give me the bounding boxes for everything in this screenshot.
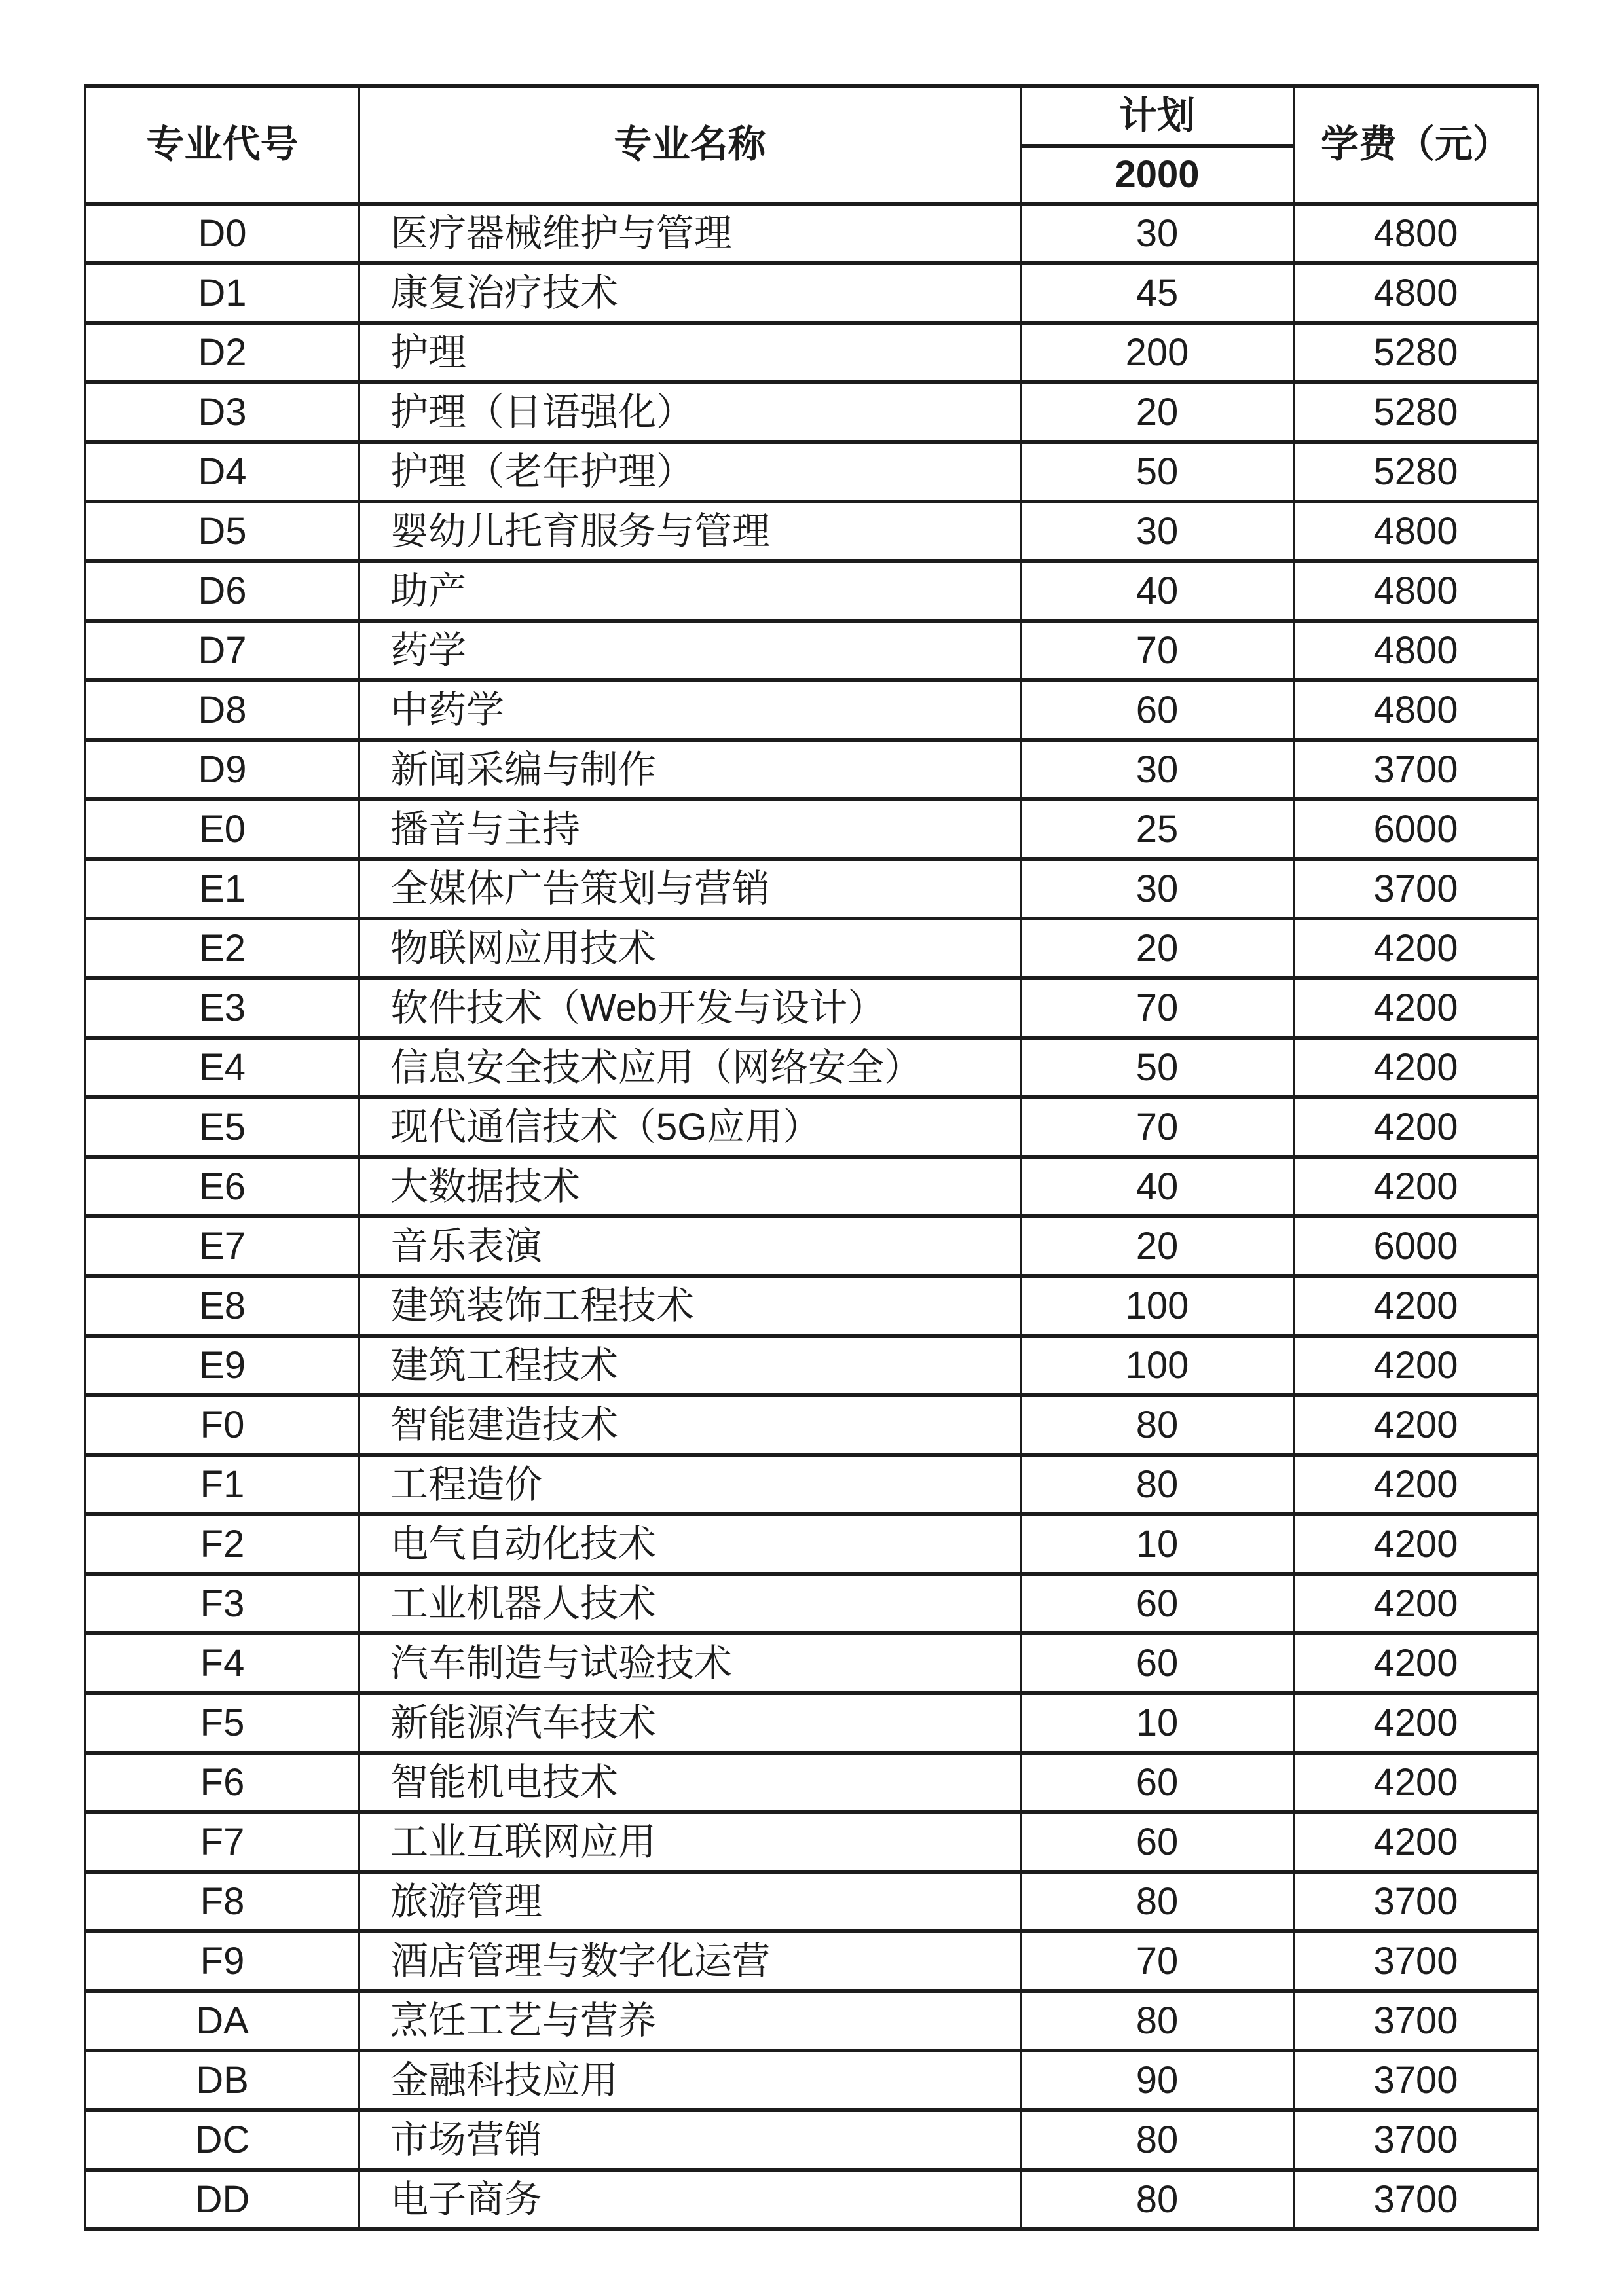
tuition-cell: 3700 (1294, 1931, 1538, 1991)
major-code-cell: DD (86, 2170, 360, 2229)
table-body (86, 204, 1538, 2229)
major-name-cell: 烹饪工艺与营养 (360, 1991, 1021, 2050)
major-name-cell: 婴幼儿托育服务与管理 (360, 501, 1021, 561)
plan-cell: 45 (1021, 263, 1294, 323)
major-name-cell: 软件技术（Web开发与设计） (360, 978, 1021, 1038)
table-row (86, 1574, 1538, 1633)
tuition-cell: 4200 (1294, 1038, 1538, 1097)
table-row (86, 1931, 1538, 1991)
table-row (86, 621, 1538, 680)
tuition-cell: 3700 (1294, 2170, 1538, 2229)
major-name-cell: 音乐表演 (360, 1216, 1021, 1276)
tuition-cell: 4800 (1294, 263, 1538, 323)
tuition-cell: 4800 (1294, 561, 1538, 621)
table-row (86, 1395, 1538, 1455)
major-code-cell: E1 (86, 859, 360, 919)
plan-cell: 70 (1021, 621, 1294, 680)
table-row (86, 1753, 1538, 1812)
major-name-cell: 康复治疗技术 (360, 263, 1021, 323)
table-row (86, 1991, 1538, 2050)
major-code-cell: D7 (86, 621, 360, 680)
major-name-cell: 大数据技术 (360, 1157, 1021, 1216)
major-name-cell: 市场营销 (360, 2110, 1021, 2170)
tuition-cell: 4800 (1294, 621, 1538, 680)
table-row (86, 442, 1538, 501)
table-row (86, 1157, 1538, 1216)
col-header-major-name: 专业名称 (360, 86, 1021, 204)
major-code-cell: E2 (86, 919, 360, 978)
plan-cell: 40 (1021, 1157, 1294, 1216)
plan-cell: 200 (1021, 323, 1294, 382)
plan-cell: 100 (1021, 1336, 1294, 1395)
major-name-cell: 新闻采编与制作 (360, 740, 1021, 799)
plan-cell: 80 (1021, 2170, 1294, 2229)
tuition-cell: 5280 (1294, 382, 1538, 442)
tuition-cell: 6000 (1294, 799, 1538, 859)
table-row (86, 1455, 1538, 1514)
table-row (86, 2170, 1538, 2229)
table-row (86, 263, 1538, 323)
major-code-cell: F7 (86, 1812, 360, 1872)
tuition-cell: 4200 (1294, 1455, 1538, 1514)
major-name-cell: 护理（日语强化） (360, 382, 1021, 442)
tuition-cell: 4200 (1294, 1812, 1538, 1872)
plan-cell: 60 (1021, 1812, 1294, 1872)
major-code-cell: D4 (86, 442, 360, 501)
table-row (86, 1216, 1538, 1276)
plan-cell: 10 (1021, 1693, 1294, 1753)
tuition-cell: 3700 (1294, 1991, 1538, 2050)
plan-cell: 20 (1021, 1216, 1294, 1276)
major-code-cell: F1 (86, 1455, 360, 1514)
plan-cell: 20 (1021, 382, 1294, 442)
plan-cell: 20 (1021, 919, 1294, 978)
major-name-cell: 播音与主持 (360, 799, 1021, 859)
major-code-cell: E8 (86, 1276, 360, 1336)
plan-cell: 80 (1021, 1872, 1294, 1931)
major-name-cell: 电子商务 (360, 2170, 1021, 2229)
major-code-cell: D2 (86, 323, 360, 382)
plan-cell: 30 (1021, 859, 1294, 919)
major-name-cell: 汽车制造与试验技术 (360, 1633, 1021, 1693)
table-row (86, 204, 1538, 263)
major-code-cell: DB (86, 2050, 360, 2110)
major-code-cell: E5 (86, 1097, 360, 1157)
major-code-cell: DA (86, 1991, 360, 2050)
admission-plan-table (84, 84, 1539, 2231)
plan-cell: 80 (1021, 1991, 1294, 2050)
table-row (86, 1336, 1538, 1395)
major-code-cell: D9 (86, 740, 360, 799)
tuition-cell: 4200 (1294, 1336, 1538, 1395)
major-code-cell: D3 (86, 382, 360, 442)
tuition-cell: 4200 (1294, 1514, 1538, 1574)
plan-cell: 70 (1021, 1931, 1294, 1991)
tuition-cell: 4200 (1294, 1276, 1538, 1336)
plan-cell: 90 (1021, 2050, 1294, 2110)
tuition-cell: 3700 (1294, 2110, 1538, 2170)
plan-cell: 70 (1021, 1097, 1294, 1157)
col-header-tuition: 学费（元） (1294, 86, 1538, 204)
plan-cell: 80 (1021, 1455, 1294, 1514)
table-row (86, 1812, 1538, 1872)
tuition-cell: 4200 (1294, 1157, 1538, 1216)
tuition-cell: 3700 (1294, 859, 1538, 919)
major-name-cell: 电气自动化技术 (360, 1514, 1021, 1574)
plan-cell: 50 (1021, 1038, 1294, 1097)
major-name-cell: 工程造价 (360, 1455, 1021, 1514)
major-name-cell: 药学 (360, 621, 1021, 680)
table-row (86, 1633, 1538, 1693)
table-row (86, 799, 1538, 859)
major-code-cell: DC (86, 2110, 360, 2170)
major-code-cell: E6 (86, 1157, 360, 1216)
tuition-cell: 4200 (1294, 1395, 1538, 1455)
major-name-cell: 酒店管理与数字化运营 (360, 1931, 1021, 1991)
table-row (86, 740, 1538, 799)
major-code-cell: E0 (86, 799, 360, 859)
plan-total-cell: 2000 (1021, 146, 1294, 204)
plan-cell: 60 (1021, 680, 1294, 740)
plan-cell: 60 (1021, 1633, 1294, 1693)
major-name-cell: 建筑装饰工程技术 (360, 1276, 1021, 1336)
col-header-plan: 计划 (1021, 86, 1294, 146)
major-code-cell: E9 (86, 1336, 360, 1395)
plan-cell: 80 (1021, 1395, 1294, 1455)
table-row (86, 501, 1538, 561)
tuition-cell: 4200 (1294, 978, 1538, 1038)
table-row (86, 2050, 1538, 2110)
plan-cell: 25 (1021, 799, 1294, 859)
tuition-cell: 5280 (1294, 442, 1538, 501)
major-code-cell: F5 (86, 1693, 360, 1753)
major-code-cell: F4 (86, 1633, 360, 1693)
col-header-major-code: 专业代号 (86, 86, 360, 204)
major-code-cell: E7 (86, 1216, 360, 1276)
table-row (86, 2110, 1538, 2170)
major-name-cell: 新能源汽车技术 (360, 1693, 1021, 1753)
major-name-cell: 工业机器人技术 (360, 1574, 1021, 1633)
table-row (86, 561, 1538, 621)
table-row (86, 1097, 1538, 1157)
major-name-cell: 助产 (360, 561, 1021, 621)
major-code-cell: D6 (86, 561, 360, 621)
major-code-cell: F8 (86, 1872, 360, 1931)
plan-cell: 10 (1021, 1514, 1294, 1574)
major-code-cell: F2 (86, 1514, 360, 1574)
tuition-cell: 3700 (1294, 740, 1538, 799)
table-row (86, 919, 1538, 978)
tuition-cell: 4200 (1294, 1633, 1538, 1693)
plan-cell: 30 (1021, 204, 1294, 263)
major-code-cell: F6 (86, 1753, 360, 1812)
major-name-cell: 护理 (360, 323, 1021, 382)
table-row (86, 1038, 1538, 1097)
plan-cell: 30 (1021, 501, 1294, 561)
major-name-cell: 全媒体广告策划与营销 (360, 859, 1021, 919)
tuition-cell: 4800 (1294, 501, 1538, 561)
plan-cell: 40 (1021, 561, 1294, 621)
major-name-cell: 旅游管理 (360, 1872, 1021, 1931)
table-row (86, 1514, 1538, 1574)
tuition-cell: 4800 (1294, 204, 1538, 263)
tuition-cell: 4800 (1294, 680, 1538, 740)
table-row (86, 978, 1538, 1038)
tuition-cell: 4200 (1294, 919, 1538, 978)
major-code-cell: E3 (86, 978, 360, 1038)
major-code-cell: F0 (86, 1395, 360, 1455)
table-header (86, 86, 1538, 204)
tuition-cell: 4200 (1294, 1574, 1538, 1633)
tuition-cell: 4200 (1294, 1097, 1538, 1157)
tuition-cell: 4200 (1294, 1693, 1538, 1753)
major-name-cell: 物联网应用技术 (360, 919, 1021, 978)
table-row (86, 859, 1538, 919)
tuition-cell: 4200 (1294, 1753, 1538, 1812)
major-name-cell: 金融科技应用 (360, 2050, 1021, 2110)
table-row (86, 680, 1538, 740)
major-name-cell: 工业互联网应用 (360, 1812, 1021, 1872)
major-code-cell: D0 (86, 204, 360, 263)
major-code-cell: F9 (86, 1931, 360, 1991)
major-name-cell: 智能建造技术 (360, 1395, 1021, 1455)
major-name-cell: 信息安全技术应用（网络安全） (360, 1038, 1021, 1097)
plan-cell: 60 (1021, 1753, 1294, 1812)
major-name-cell: 建筑工程技术 (360, 1336, 1021, 1395)
table-row (86, 382, 1538, 442)
major-name-cell: 智能机电技术 (360, 1753, 1021, 1812)
plan-cell: 50 (1021, 442, 1294, 501)
major-name-cell: 中药学 (360, 680, 1021, 740)
tuition-cell: 5280 (1294, 323, 1538, 382)
table-row (86, 1693, 1538, 1753)
major-code-cell: E4 (86, 1038, 360, 1097)
plan-cell: 100 (1021, 1276, 1294, 1336)
plan-cell: 70 (1021, 978, 1294, 1038)
tuition-cell: 6000 (1294, 1216, 1538, 1276)
major-name-cell: 现代通信技术（5G应用） (360, 1097, 1021, 1157)
table-row (86, 1276, 1538, 1336)
major-code-cell: D8 (86, 680, 360, 740)
major-name-cell: 医疗器械维护与管理 (360, 204, 1021, 263)
tuition-cell: 3700 (1294, 2050, 1538, 2110)
major-name-cell: 护理（老年护理） (360, 442, 1021, 501)
major-code-cell: D5 (86, 501, 360, 561)
major-code-cell: F3 (86, 1574, 360, 1633)
plan-cell: 80 (1021, 2110, 1294, 2170)
table-row (86, 1872, 1538, 1931)
header-row-top (86, 86, 1538, 146)
tuition-cell: 3700 (1294, 1872, 1538, 1931)
plan-cell: 30 (1021, 740, 1294, 799)
plan-cell: 60 (1021, 1574, 1294, 1633)
table-row (86, 323, 1538, 382)
major-code-cell: D1 (86, 263, 360, 323)
